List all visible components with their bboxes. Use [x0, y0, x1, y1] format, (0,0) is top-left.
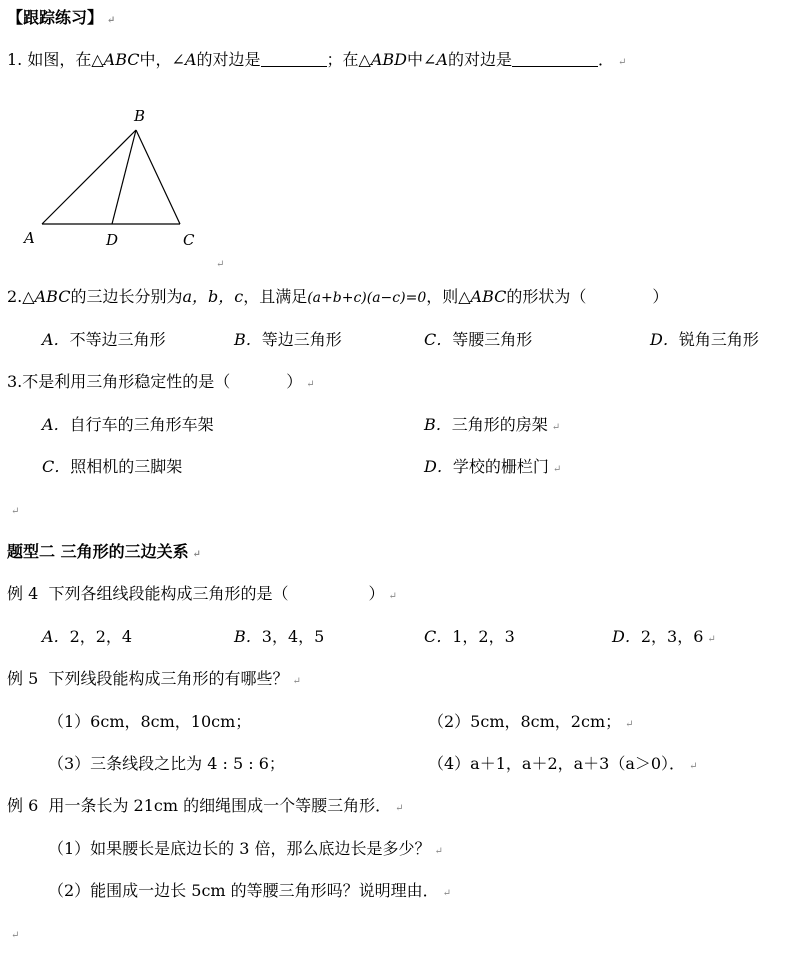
q2-option-a[interactable]: A．不等边三角形	[42, 330, 166, 349]
section-title-triangle-sides: 题型二 三角形的三边关系 ↵	[7, 542, 201, 561]
q3-option-b[interactable]: B．三角形的房架 ↵	[424, 415, 561, 434]
return-mark: ↵	[216, 259, 225, 270]
ex4-option-c[interactable]: C．1，2，3	[424, 627, 515, 646]
question-3: 3.不是利用三角形稳定性的是（ ） ↵	[7, 372, 315, 391]
side-bc	[136, 130, 180, 224]
example-4: 例 4 下列各组线段能构成三角形的是（ ） ↵	[7, 584, 397, 603]
q2-option-c[interactable]: C．等腰三角形	[424, 330, 533, 349]
q2-option-d[interactable]: D．锐角三角形	[650, 330, 759, 349]
label-a: A	[24, 229, 35, 247]
question-1: 1. 如图，在△ABC中，∠A的对边是 ；在△ABD中∠A的对边是 ． ↵	[7, 50, 627, 69]
ex6-item-2: （2）能围成一边长 5cm 的等腰三角形吗？说明理由． ↵	[48, 881, 452, 900]
example-6: 例 6 用一条长为 21cm 的细绳围成一个等腰三角形． ↵	[7, 796, 404, 815]
triangle-figure	[0, 100, 240, 270]
ex6-item-1: （1）如果腰长是底边长的 3 倍，那么底边长是多少？ ↵	[48, 839, 443, 858]
side-ab	[42, 130, 136, 224]
q3-option-d[interactable]: D．学校的栅栏门 ↵	[424, 457, 562, 476]
ex5-item-3: （3）三条线段之比为 4 : 5 : 6；	[48, 754, 285, 773]
ex4-option-d[interactable]: D．2，3，6 ↵	[612, 627, 716, 646]
label-d: D	[106, 231, 119, 249]
section-title-tracking: 【跟踪练习】 ↵	[7, 8, 116, 27]
example-5: 例 5 下列线段能构成三角形的有哪些？ ↵	[7, 669, 301, 688]
ex5-item-4: （4）a＋1，a＋2，a＋3（a＞0）． ↵	[428, 754, 698, 773]
answer-blank-1[interactable]	[261, 50, 327, 67]
empty-paragraph-end: ↵	[11, 930, 20, 941]
segment-bd	[112, 130, 136, 224]
ex4-option-a[interactable]: A．2，2，4	[42, 627, 133, 646]
q3-option-a[interactable]: A．自行车的三角形车架	[42, 415, 214, 434]
ex5-item-1: （1）6cm，8cm，10cm；	[48, 712, 252, 731]
label-b: B	[134, 107, 146, 125]
answer-blank-2[interactable]	[512, 50, 598, 67]
empty-paragraph: ↵	[11, 506, 20, 517]
q2-option-b[interactable]: B．等边三角形	[234, 330, 342, 349]
ex5-item-2: （2）5cm，8cm，2cm； ↵	[428, 712, 634, 731]
label-c: C	[183, 231, 195, 249]
q3-option-c[interactable]: C．照相机的三脚架	[42, 457, 183, 476]
question-2: 2.△ABC的三边长分别为a，b，c，且满足(a+b+c)(a−c)=0，则△ABC的形状为（ ）	[7, 287, 669, 306]
ex4-option-b[interactable]: B．3，4，5	[234, 627, 325, 646]
